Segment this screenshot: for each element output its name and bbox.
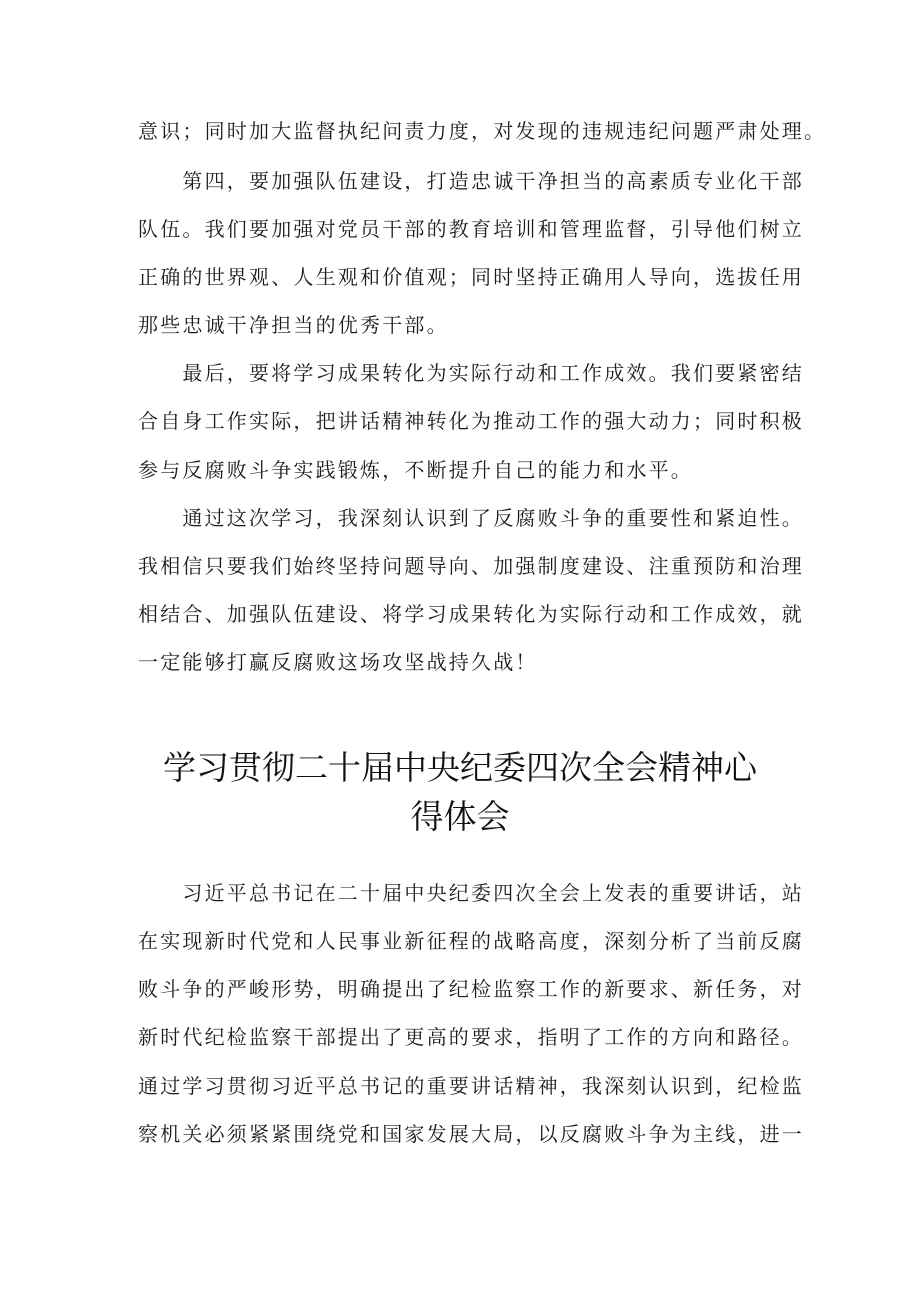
paragraph-line: 败斗争的严峻形势，明确提出了纪检监察工作的新要求、新任务，对 xyxy=(138,977,804,1001)
paragraph-line: 第四，要加强队伍建设，打造忠诚干净担当的高素质专业化干部 xyxy=(138,169,804,193)
paragraph-line: 通过学习贯彻习近平总书记的重要讲话精神，我深刻认识到，纪检监 xyxy=(138,1074,804,1098)
document-title-line-2: 得体会 xyxy=(410,797,510,836)
document-title-line-1: 学习贯彻二十届中央纪委四次全会精神心 xyxy=(163,748,757,787)
paragraph-line: 合自身工作实际，把讲话精神转化为推动工作的强大动力；同时积极 xyxy=(138,409,804,433)
paragraph-line: 通过这次学习，我深刻认识到了反腐败斗争的重要性和紧迫性。 xyxy=(138,506,804,530)
paragraph-line: 意识；同时加大监督执纪问责力度，对发现的违规违纪问题严肃处理。 xyxy=(138,119,827,143)
paragraph-line: 习近平总书记在二十届中央纪委四次全会上发表的重要讲话，站 xyxy=(138,881,804,905)
paragraph-line: 相结合、加强队伍建设、将学习成果转化为实际行动和工作成效，就 xyxy=(138,602,804,626)
paragraph-line: 察机关必须紧紧围绕党和国家发展大局，以反腐败斗争为主线，进一 xyxy=(138,1122,804,1146)
paragraph-line: 最后，要将学习成果转化为实际行动和工作成效。我们要紧密结 xyxy=(138,361,804,385)
paragraph-line: 一定能够打赢反腐败这场攻坚战持久战！ xyxy=(138,650,538,674)
paragraph-line: 队伍。我们要加强对党员干部的教育培训和管理监督，引导他们树立 xyxy=(138,217,804,241)
paragraph-line: 在实现新时代党和人民事业新征程的战略高度，深刻分析了当前反腐 xyxy=(138,929,804,953)
paragraph-line: 新时代纪检监察干部提出了更高的要求，指明了工作的方向和路径。 xyxy=(138,1025,804,1049)
paragraph-line: 那些忠诚干净担当的优秀干部。 xyxy=(138,313,449,337)
paragraph-line: 参与反腐败斗争实践锻炼，不断提升自己的能力和水平。 xyxy=(138,458,693,482)
paragraph-line: 我相信只要我们始终坚持问题导向、加强制度建设、注重预防和治理 xyxy=(138,554,804,578)
paragraph-line: 正确的世界观、人生观和价值观；同时坚持正确用人导向，选拔任用 xyxy=(138,265,804,289)
